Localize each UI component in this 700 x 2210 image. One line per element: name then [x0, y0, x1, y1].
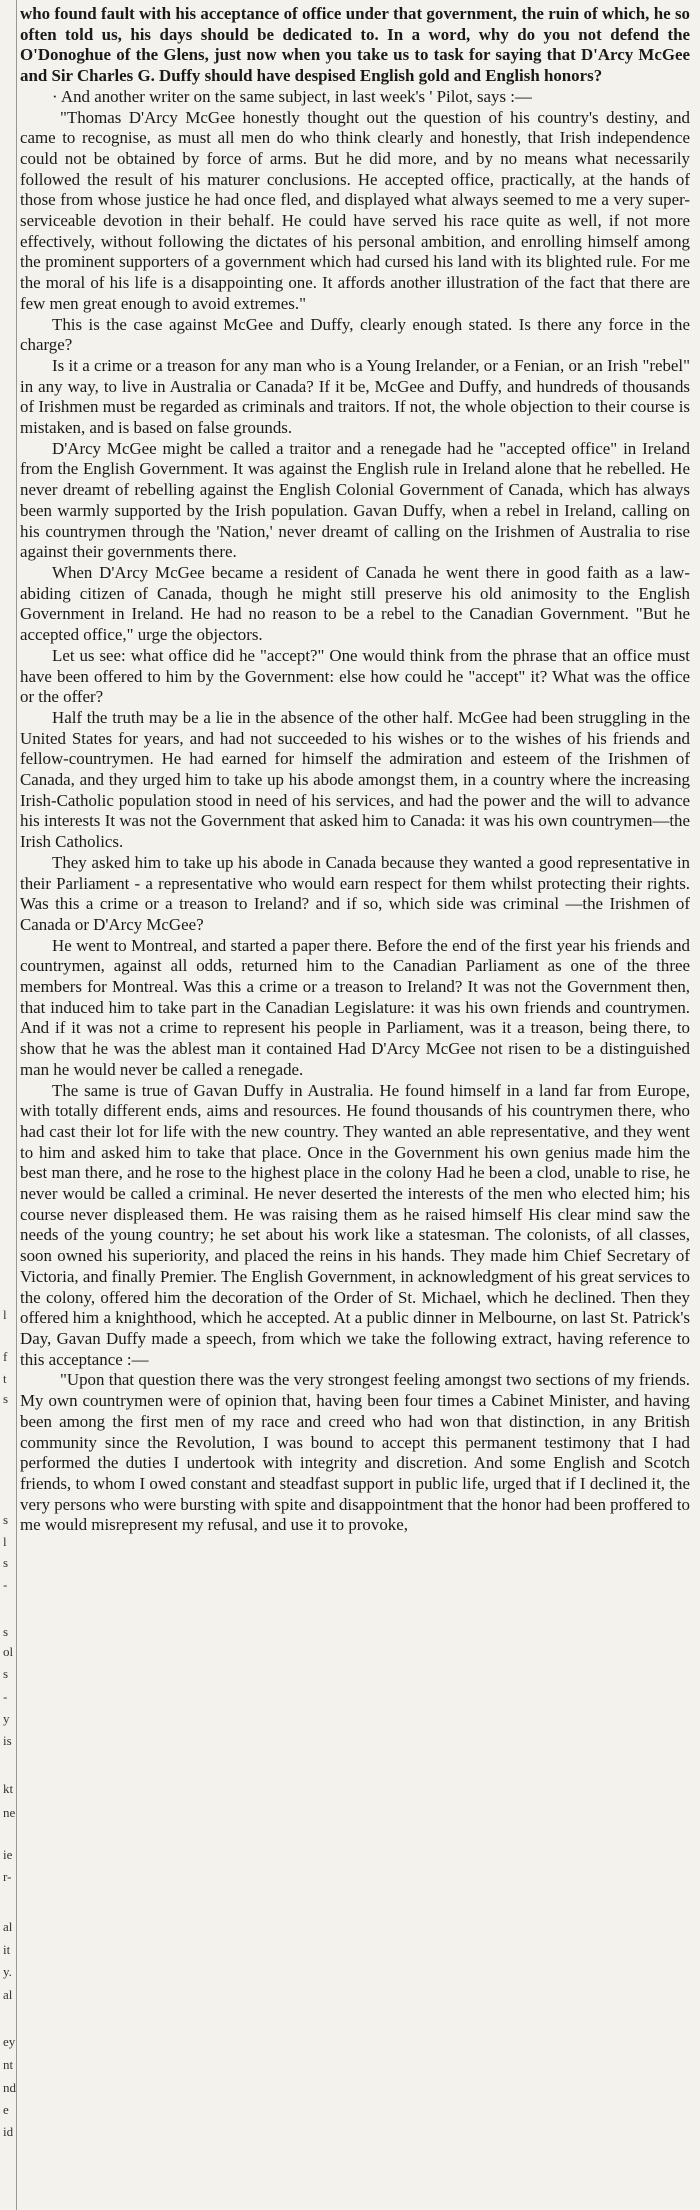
gutter-fragment: s [3, 1666, 9, 1681]
gutter-fragment: y [3, 1711, 10, 1726]
gutter-fragment: id [3, 2124, 14, 2139]
gutter-fragment: e [3, 2102, 9, 2117]
gutter-fragment: l [3, 1307, 7, 1322]
gutter-fragment: ne [3, 1805, 16, 1820]
gutter-fragment: ey [3, 2034, 16, 2049]
gutter-fragment: al [3, 1919, 13, 1934]
article-paragraph: This is the case against McGee and Duffy, clearly enough stated. Is there any force in the charge? [20, 314, 690, 355]
gutter-fragment: s [3, 1512, 9, 1527]
article-paragraph: Let us see: what office did he "accept?" One would think from the phrase that an office must have been offered to him by the Government: else how could he "accept" it? What was the office or the offer? [20, 645, 690, 707]
article-paragraph: When D'Arcy McGee became a resident of Canada he went there in good faith as a law-abiding citizen of Canada, though he might still preserve his old animosity to the English Government in Ireland. He had no reason to be a rebel to the Canadian Government. "But he accepted office," urge the objectors. [20, 562, 690, 645]
article-paragraph: They asked him to take up his abode in Canada because they wanted a good representative in their Parliament - a representative who would earn respect for them whilst protecting their rights. Was this a crime or a treason to Ireland? and if so, which side was criminal —the Irishmen of Canada or D'Arcy McGee? [20, 852, 690, 934]
gutter-fragment: al [3, 1987, 13, 2002]
article-paragraph: The same is true of Gavan Duffy in Australia. He found himself in a land far from Europe, with totally different ends, aims and resources. He found thousands of his countrymen there, who had cast their lot for life with the new country. They wanted an able representative, and they went to him and asked him to take that place. Once in the Government his own genius made him the best man there, and he rose to the highest place in the colony Had he been a clod, unable to rise, he never would be called a criminal. He never deserted the interests of the men who elected him; his course never displeased them. He was raising them as he raised himself His clear mind saw the needs of the young country; he set about his work like a statesman. The colonists, of all classes, soon owned his superiority, and placed the reins in his hands. They made him Chief Secretary of Victoria, and finally Premier. The English Government, in acknowledgment of his great services to the colony, offered him the decoration of the Order of St. Michael, which he declined. Then they offered him a knighthood, which he accepted. At a public dinner in Melbourne, on last St. Patrick's Day, Gavan Duffy made a speech, from which we take the following extract, having reference to this acceptance :— [20, 1080, 690, 1369]
article-paragraph: Is it a crime or a treason for any man who is a Young Irelander, or a Fenian, or an Irish "rebel" in any way, to live in Australia or Canada? If it be, McGee and Duffy, and hundreds of thousands of Irishmen must be regarded as criminals and traitors. If not, the whole objection to their course is mistaken, and is based on false grounds. [20, 355, 690, 438]
left-column-gutter [0, 0, 17, 2210]
gutter-fragment: nd [3, 2080, 16, 2095]
article-paragraph: He went to Montreal, and started a paper there. Before the end of the first year his friends and countrymen, against all odds, returned him to the Canadian Parliament as one of the three members for Montreal. Was this a crime or a treason to Ireland? It was not the Government then, that induced him to take part in the Canadian Legislature: it was his own friends and countrymen. And if it was not a crime to represent his people in Parliament, was it a treason, being there, to show that he was the ablest man it contained Had D'Arcy McGee not risen to be a distinguished man he would never be called a renegade. [20, 935, 690, 1079]
gutter-fragment: f [3, 1349, 8, 1364]
gutter-fragment: y. [3, 1964, 12, 1979]
gutter-fragment: ol [3, 1644, 14, 1659]
article-column [20, 4, 690, 1536]
article-paragraph: D'Arcy McGee might be called a traitor and a renegade had he "accepted office" in Ireland from the English Government. It was against the English rule in Ireland alone that he rebelled. He never dreamt of rebelling against the English Colonial Government of Canada, which has always been warmly supported by the Irish population. Gavan Duffy, when a rebel in Ireland, calling on his countrymen through the 'Nation,' never dreamt of calling on the Irishmen of Australia to rise against their governments there. [20, 438, 690, 562]
gutter-fragment: l [3, 1534, 7, 1549]
article-paragraph: who found fault with his acceptance of office under that government, the ruin of which, he so often told us, his days should be dedicated to. In a word, why do you not defend the O'Donoghue of the Glens, just now when you take us to task for saying that D'Arcy McGee and Sir Charles G. Duffy should have despised English gold and English honors? [20, 4, 690, 86]
gutter-fragment: t [3, 1371, 7, 1386]
gutter-fragment: - [3, 1689, 8, 1704]
article-paragraph: Half the truth may be a lie in the absence of the other half. McGee had been struggling in the United States for years, and had not succeeded to his wishes or to the wishes of his friends and fellow-countrymen. He had earned for himself the admiration and esteem of the Irishmen of Canada, and they urged him to take up his abode amongst them, in a country where the increasing Irish-Catholic population stood in need of his services, and had the power and the will to advance his interests It was not the Government that asked him to Canada: it was his own countrymen—the Irish Catholics. [20, 707, 690, 852]
article-paragraph: · And another writer on the same subject, in last week's ' Pilot, says :— [52, 86, 532, 106]
gutter-fragment: nt [3, 2057, 14, 2072]
gutter-fragment: r- [3, 1869, 12, 1884]
gutter-fragment: it [3, 1942, 11, 1957]
gutter-fragment: ie [3, 1847, 13, 1862]
gutter-fragment: - [3, 1577, 8, 1592]
article-paragraph: "Thomas D'Arcy McGee honestly thought out the question of his country's destiny, and came to recognise, as must all men do who think clearly and honestly, that Irish independence could not be obtained by force of arms. But he did more, and by no means what necessarily followed the result of his maturer conclusions. He accepted office, practically, at the hands of those from whose justice he had once fled, and displayed what always seemed to me a very super-serviceable devotion in their behalf. He could have served his race quite as well, if not more effectively, without following the dictates of his personal ambition, and enrolling himself among the prominent supporters of a government which had cursed his land with its blighted rule. For me the moral of his life is a disappointing one. It affords another illustration of the fact that there are few men great enough to avoid extremes." [20, 107, 690, 313]
article-paragraph: "Upon that question there was the very strongest feeling amongst two sections of my friends. My own countrymen were of opinion that, having been four times a Cabinet Minister, and having been among the first men of my race and creed who had won that distinction, in any British community since the Revolution, I was bound to accept this permanent testimony that I had performed the duties I undertook with integrity and discretion. And some English and Scotch friends, to whom I owed constant and steadfast support in public life, urged that if I declined it, the very persons who were bursting with spite and disappointment that the honor had been proffered to me would misrepresent my refusal, and use it to provoke, [20, 1370, 690, 1535]
gutter-fragment: s [3, 1391, 9, 1406]
gutter-fragment: is [3, 1733, 12, 1748]
gutter-fragment: s [3, 1555, 9, 1570]
gutter-fragment: s [3, 1624, 9, 1639]
gutter-fragment: kt [3, 1781, 14, 1796]
